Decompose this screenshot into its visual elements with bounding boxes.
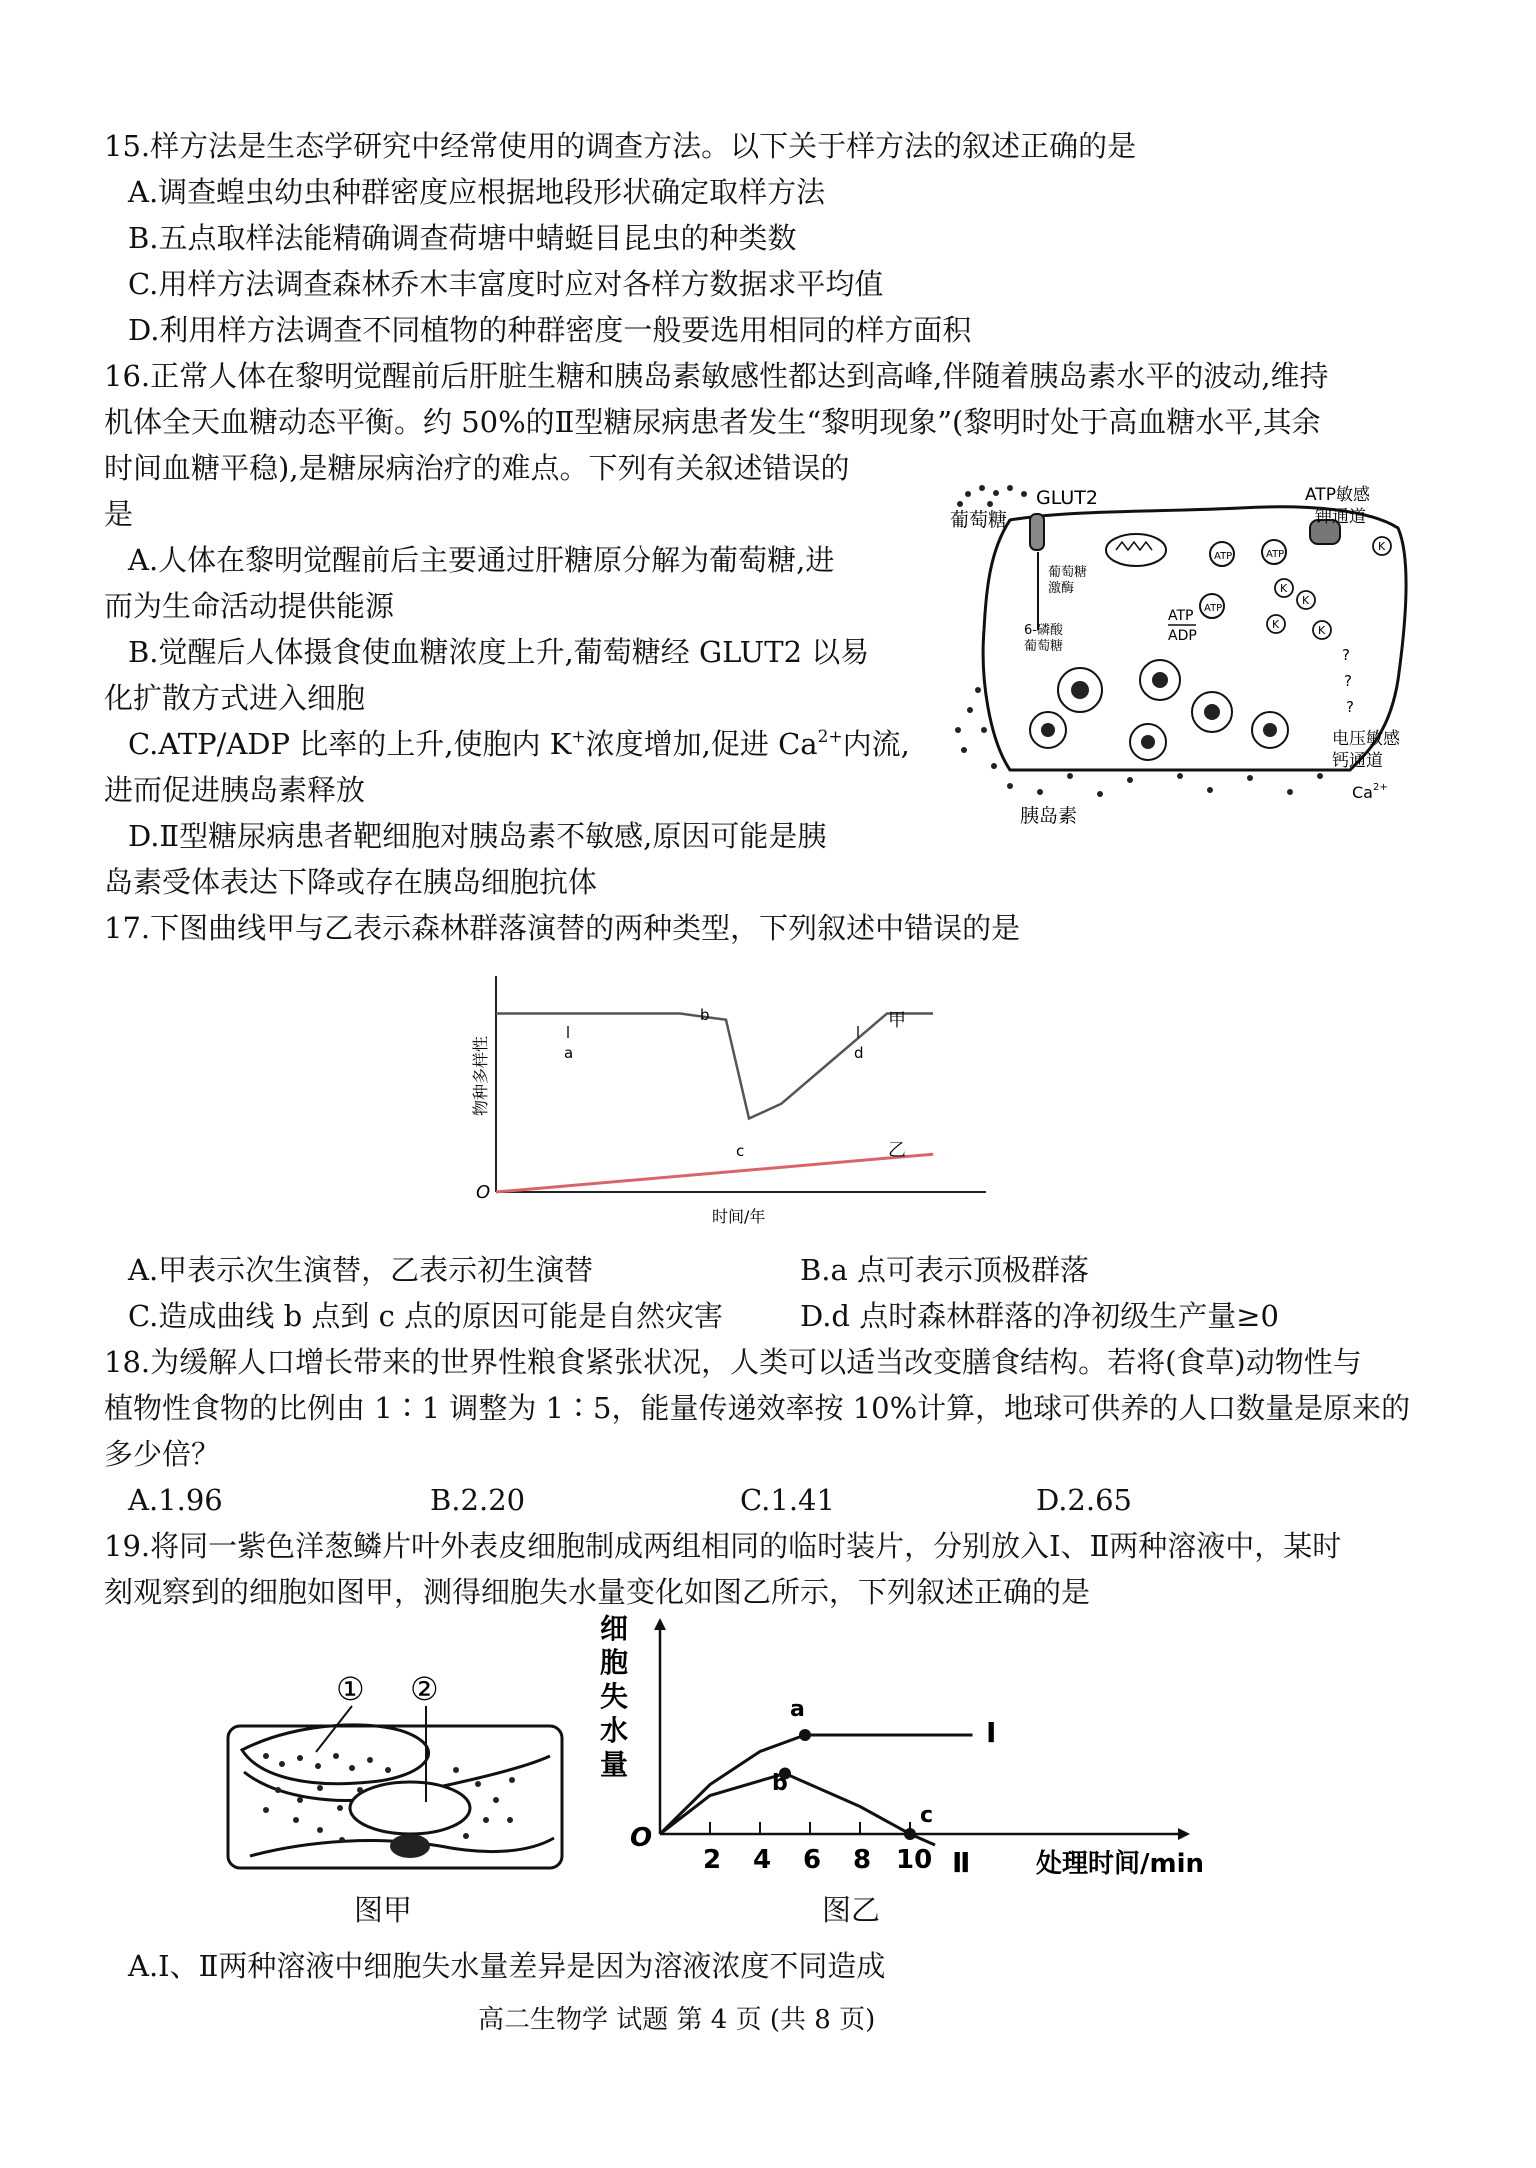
- point-b-label: b: [700, 1006, 710, 1024]
- question-mark-2: ?: [1344, 672, 1352, 690]
- water-loss-x-ticks: [703, 1822, 932, 1875]
- label-2: ②: [410, 1670, 439, 1708]
- q19-stem-2: 刻观察到的细胞如图甲，测得细胞失水量变化如图乙所示，下列叙述正确的是: [104, 1575, 1091, 1609]
- label-1: ①: [336, 1670, 365, 1708]
- water-loss-point-c: [904, 1828, 916, 1840]
- insulin-label: 胰岛素: [1020, 805, 1078, 827]
- q18-option-b: B.2.20: [430, 1483, 526, 1517]
- point-c-label: c: [736, 1142, 745, 1160]
- water-loss-y-axis-char: 细: [600, 1612, 629, 1645]
- water-loss-x-axis-label: 处理时间/min: [1036, 1849, 1205, 1879]
- kinase-label-2: 激酶: [1048, 581, 1075, 596]
- atp-star-1: ATP: [1214, 551, 1233, 562]
- point-b-label-19: b: [772, 1771, 788, 1796]
- q16-option-a-1: A.人体在黎明觉醒前后主要通过肝糖原分解为葡萄糖,进: [128, 543, 835, 577]
- q16-option-b-1: B.觉醒后人体摄食使血糖浓度上升,葡萄糖经 GLUT2 以易: [128, 635, 870, 669]
- fig-a-caption: 图甲: [354, 1893, 413, 1927]
- q15-option-c: C.用样方法调查森林乔木丰富度时应对各样方数据求平均值: [128, 267, 884, 301]
- vacuole: [350, 1782, 470, 1834]
- q16-stem-3: 时间血糖平稳),是糖尿病治疗的难点。下列有关叙述错误的: [104, 451, 850, 485]
- water-loss-tick-label: 10: [896, 1845, 933, 1875]
- onion-cell-figure: [220, 1660, 580, 1880]
- beta-cell-diagram: [950, 480, 1410, 830]
- succession-chart: [456, 966, 1016, 1230]
- succession-lines: [496, 1014, 933, 1193]
- q17-stem: 17.下图曲线甲与乙表示森林群落演替的两种类型，下列叙述中错误的是: [104, 911, 1021, 945]
- succession-series-jia: [496, 1014, 933, 1119]
- k-ion-2: K: [1302, 594, 1310, 607]
- k-ion-5: K: [1378, 540, 1386, 553]
- series-I-label: Ⅰ: [986, 1716, 997, 1749]
- q18-stem-3: 多少倍？: [104, 1437, 221, 1471]
- atp-star-3: ATP: [1266, 549, 1285, 560]
- water-loss-tick-label: 6: [803, 1845, 822, 1875]
- succession-origin: O: [476, 1182, 491, 1203]
- glut2-label: GLUT2: [1036, 487, 1098, 509]
- series-jia-label: 甲: [888, 1010, 906, 1031]
- q15-option-b: B.五点取样法能精确调查荷塘中蜻蜓目昆虫的种类数: [128, 221, 797, 255]
- q18-option-d: D.2.65: [1036, 1483, 1133, 1517]
- adp-label: ADP: [1168, 628, 1197, 644]
- point-a-label-19: a: [790, 1697, 805, 1722]
- q19-stem-1: 19.将同一紫色洋葱鳞片叶外表皮细胞制成两组相同的临时装片，分别放入Ⅰ、Ⅱ两种溶液中，某时: [104, 1529, 1342, 1563]
- q18-option-a: A.1.96: [128, 1483, 223, 1517]
- kinase-label-1: 葡萄糖: [1048, 565, 1088, 580]
- glucose-label: 葡萄糖: [950, 509, 1008, 531]
- water-loss-y-axis-char: 水: [600, 1714, 629, 1747]
- q16-stem-1: 16.正常人体在黎明觉醒前后肝脏生糖和胰岛素敏感性都达到高峰,伴随着胰岛素水平的波动,维持: [104, 359, 1329, 393]
- water-loss-tick-label: 2: [703, 1845, 722, 1875]
- series-yi-label: 乙: [888, 1140, 906, 1161]
- q15-option-a: A.调查蝗虫幼虫种群密度应根据地段形状确定取样方法: [128, 175, 826, 209]
- nucleus: [390, 1834, 430, 1858]
- q16-option-c-1: C.ATP/ADP 比率的上升,使胞内 K+浓度增加,促进 $Ca^{2+}$内流,: [128, 727, 910, 761]
- ca-channel-label-2: 钙通道: [1332, 751, 1383, 771]
- q17-option-d: D.d 点时森林群落的净初级生产量≥0: [800, 1299, 1279, 1333]
- question-mark-3: ?: [1346, 698, 1354, 716]
- page-footer: 高二生物学 试题 第 4 页 (共 8 页): [478, 2005, 876, 2035]
- point-c-label-19: c: [920, 1803, 934, 1828]
- question-mark-1: ?: [1342, 646, 1350, 664]
- k-ion-3: K: [1272, 618, 1280, 631]
- atp-channel-label-1: ATP敏感: [1305, 485, 1370, 505]
- point-d-label: d: [854, 1044, 864, 1062]
- series-II-label: Ⅱ: [952, 1846, 971, 1879]
- water-loss-tick-label: 4: [753, 1845, 772, 1875]
- g6p-label-1: 6-磷酸: [1024, 623, 1063, 638]
- q16-option-c-2: 进而促进胰岛素释放: [104, 773, 366, 807]
- fig-b-caption: 图乙: [822, 1893, 881, 1927]
- succession-y-axis-label: 物种多样性: [471, 1035, 490, 1116]
- water-loss-chart: [600, 1610, 1260, 1900]
- water-loss-point-a: [799, 1729, 811, 1741]
- atp-channel-label-2: 钾通道: [1315, 507, 1366, 527]
- ca-channel-label-1: 电压敏感: [1332, 729, 1400, 749]
- atp-label: ATP: [1168, 608, 1194, 624]
- water-loss-tick-label: 8: [853, 1845, 872, 1875]
- q15-option-d: D.利用样方法调查不同植物的种群密度一般要选用相同的样方面积: [128, 313, 972, 347]
- k-ion-1: K: [1280, 582, 1288, 595]
- q17-option-c: C.造成曲线 b 点到 c 点的原因可能是自然灾害: [128, 1299, 724, 1333]
- atp-star-2: ATP: [1204, 603, 1223, 614]
- q16-option-d-2: 岛素受体表达下降或存在胰岛细胞抗体: [104, 865, 598, 899]
- water-loss-y-axis-char: 胞: [600, 1646, 629, 1679]
- succession-series-yi: [496, 1154, 933, 1192]
- q16-stem-4: 是: [104, 497, 134, 531]
- q17-option-b: B.a 点可表示顶极群落: [800, 1253, 1090, 1287]
- succession-x-axis-label: 时间/年: [712, 1207, 766, 1226]
- q16-option-a-2: 而为生命活动提供能源: [104, 589, 395, 623]
- water-loss-y-axis-char: 失: [600, 1680, 629, 1713]
- ca-ion-label: $Ca^{2+}$: [1352, 782, 1388, 802]
- mitochondrion: [1106, 534, 1166, 566]
- q16-option-b-2: 化扩散方式进入细胞: [104, 681, 366, 715]
- g6p-label-2: 葡萄糖: [1024, 639, 1064, 654]
- water-loss-origin: O: [630, 1823, 653, 1853]
- k-ion-4: K: [1318, 624, 1326, 637]
- q18-stem-2: 植物性食物的比例由 1∶1 调整为 1∶5，能量传递效率按 10%计算，地球可供养的人口数量是原来的: [104, 1391, 1411, 1425]
- water-loss-y-axis-char: 量: [600, 1748, 629, 1781]
- q16-option-d-1: D.Ⅱ型糖尿病患者靶细胞对胰岛素不敏感,原因可能是胰: [128, 819, 827, 853]
- q18-option-c: C.1.41: [740, 1483, 835, 1517]
- q16-stem-2: 机体全天血糖动态平衡。约 50%的Ⅱ型糖尿病患者发生“黎明现象”(黎明时处于高血糖水平,其余: [104, 405, 1321, 439]
- q19-option-a: A.Ⅰ、Ⅱ两种溶液中细胞失水量差异是因为溶液浓度不同造成: [128, 1949, 886, 1983]
- q15-stem: 15.样方法是生态学研究中经常使用的调查方法。以下关于样方法的叙述正确的是: [104, 129, 1137, 163]
- q17-option-a: A.甲表示次生演替，乙表示初生演替: [128, 1253, 594, 1287]
- q18-stem-1: 18.为缓解人口增长带来的世界性粮食紧张状况，人类可以适当改变膳食结构。若将(食草)动物性与: [104, 1345, 1362, 1379]
- water-loss-y-axis-label: [600, 1612, 628, 1781]
- point-a-label: a: [564, 1044, 574, 1062]
